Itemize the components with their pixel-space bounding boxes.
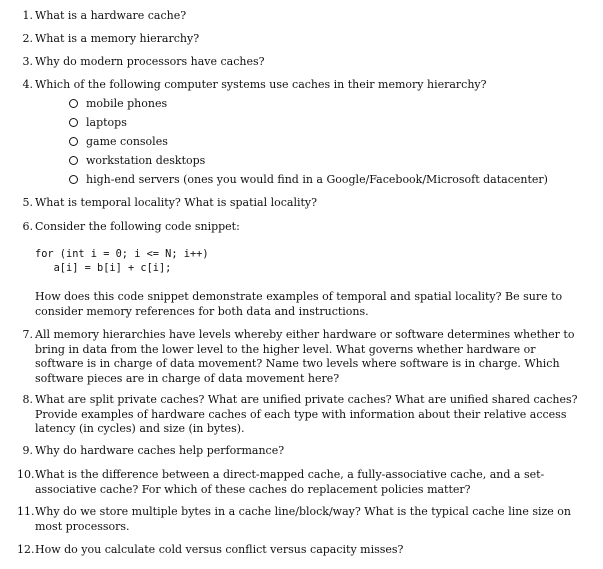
- question-number: 12.: [17, 543, 35, 556]
- radio-button[interactable]: [69, 156, 78, 165]
- q4-option-laptops[interactable]: [69, 116, 127, 130]
- question-text: Consider the following code snippet:: [35, 220, 240, 233]
- question-text: Why do hardware caches help performance?: [35, 444, 285, 457]
- code-line-2: a[i] = b[i] + c[i];: [35, 262, 172, 274]
- radio-button[interactable]: [69, 137, 78, 146]
- q4-option-game-consoles[interactable]: [69, 135, 168, 149]
- option-label: workstation desktops: [86, 154, 206, 167]
- question-text: What are split private caches? What are unified private caches? What are unified shared caches? Provide examples of hardware caches of each type with information about their relative access latency (in cycles) and size (in bytes).: [35, 393, 578, 435]
- question-text: Why do we store multiple bytes in a cache line/block/way? What is the typical cache line size on most processors.: [35, 505, 571, 533]
- option-label: mobile phones: [86, 97, 168, 110]
- q4-option-workstation-desktops[interactable]: [69, 154, 205, 168]
- question-text: Why do modern processors have caches?: [35, 55, 265, 68]
- q4-option-high-end-servers[interactable]: [69, 173, 548, 187]
- question-number: 1.: [22, 9, 33, 22]
- option-label: high-end servers (ones you would find in a Google/Facebook/Microsoft datacenter): [86, 173, 548, 186]
- option-label: game consoles: [86, 135, 168, 148]
- question-text: What is the difference between a direct-mapped cache, a fully-associative cache, and a set-associative cache? For which of these caches do replacement policies matter?: [35, 468, 545, 496]
- question-number: 9.: [22, 444, 33, 457]
- question-text: All memory hierarchies have levels whereby either hardware or software determines whether to bring in data from the lower level to the higher level. What governs whether hardware or software is in charge of data movement? Name two levels where software is in charge. Which software pieces are in charge of data movement here?: [35, 328, 575, 385]
- question-text: What is temporal locality? What is spatial locality?: [35, 196, 318, 209]
- question-number: 10.: [17, 468, 35, 481]
- question-text: Which of the following computer systems use caches in their memory hierarchy?: [35, 78, 487, 91]
- question-number: 5.: [22, 196, 33, 209]
- question-number: 3.: [22, 55, 33, 68]
- radio-button[interactable]: [69, 99, 78, 108]
- q4-option-mobile-phones[interactable]: [69, 97, 167, 111]
- question-number: 6.: [22, 220, 33, 233]
- radio-button[interactable]: [69, 118, 78, 127]
- radio-button[interactable]: [69, 175, 78, 184]
- question-number: 11.: [17, 505, 35, 518]
- q6-followup-text: How does this code snippet demonstrate examples of temporal and spatial locality? Be sure to consider memory references for both data and instructions.: [35, 290, 563, 318]
- code-line-1: for (int i = 0; i <= N; i++): [35, 248, 209, 260]
- question-number: 7.: [22, 328, 33, 341]
- question-text: How do you calculate cold versus conflict versus capacity misses?: [35, 543, 404, 556]
- question-text: What is a hardware cache?: [35, 9, 187, 22]
- option-label: laptops: [86, 116, 127, 129]
- question-number: 8.: [22, 393, 33, 406]
- question-number: 4.: [22, 78, 33, 91]
- question-text: What is a memory hierarchy?: [35, 32, 200, 45]
- question-number: 2.: [22, 32, 33, 45]
